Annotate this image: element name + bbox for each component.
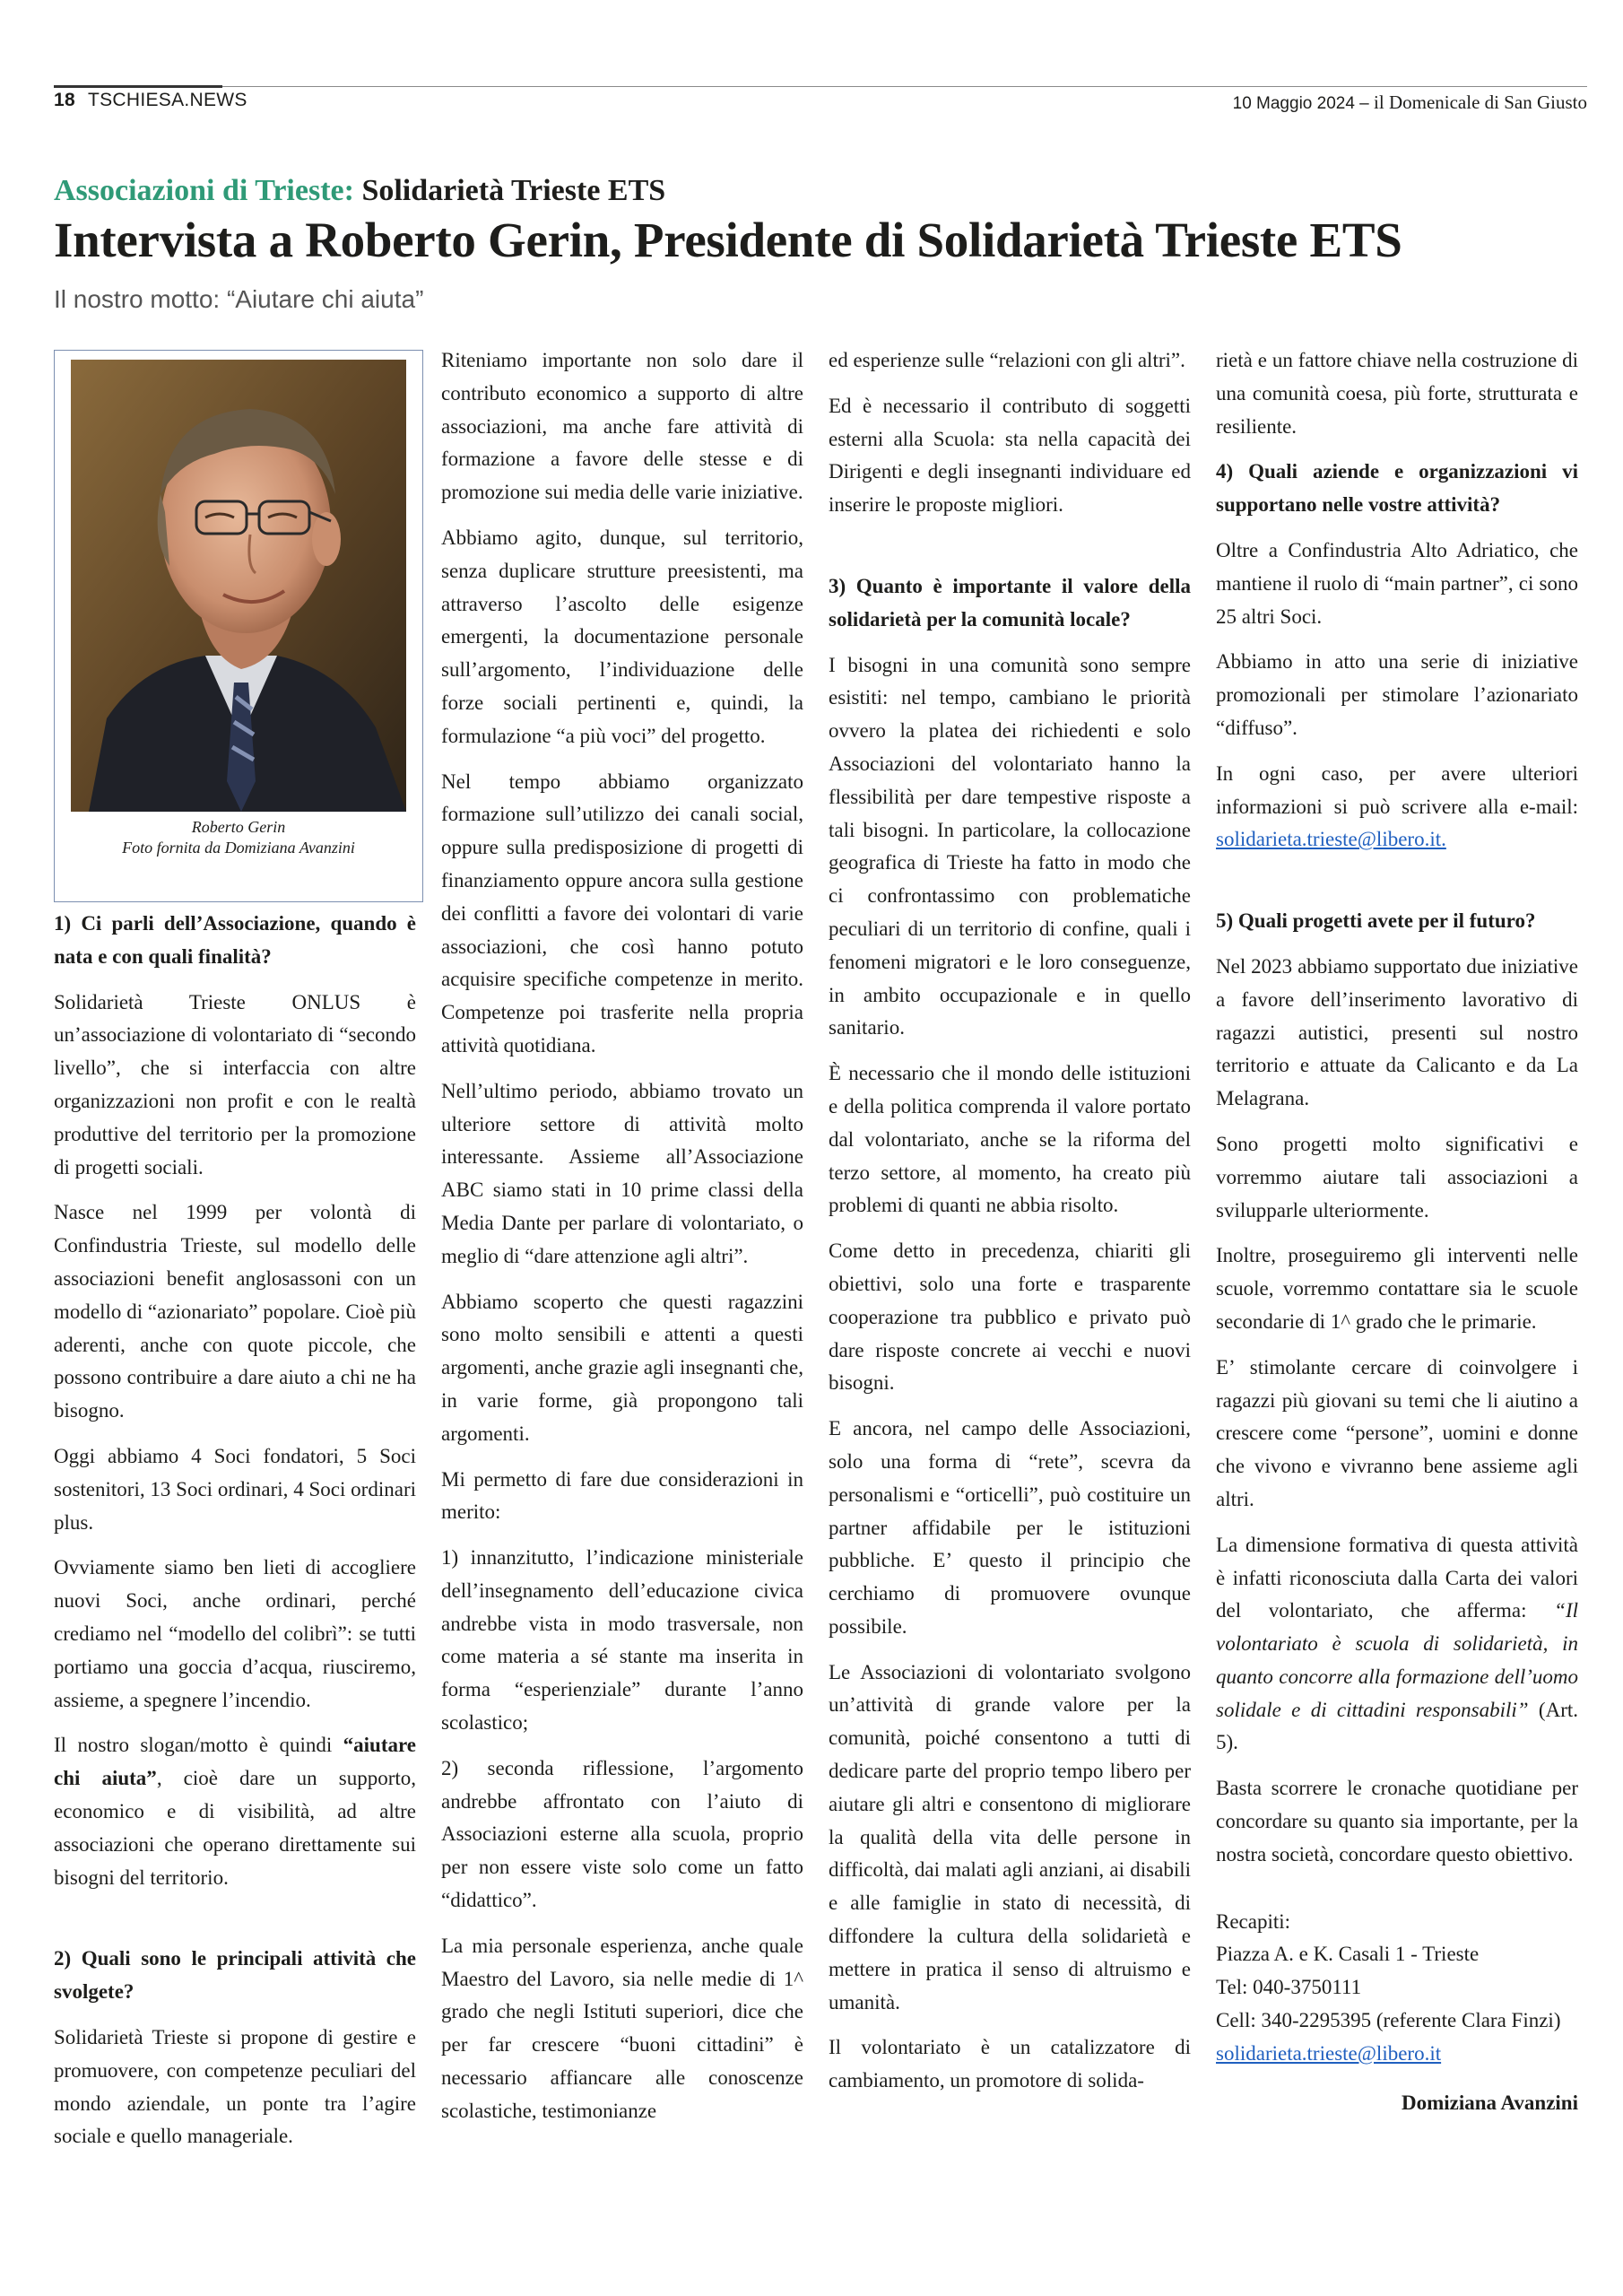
question-1: 1) Ci parli dell’Associazione, quando è nata e con quali finalità? bbox=[54, 912, 416, 968]
text-span: Il nostro slogan/motto è quindi bbox=[54, 1734, 343, 1757]
page-number: 18 bbox=[54, 90, 75, 110]
paragraph: Nell’ultimo periodo, abbiamo trovato un ulteriore settore di attività molto interessante. Assieme all’Associazione ABC siamo stati in 10 prime classi della Media Dante per parlare di volontariato, o meglio di “dare attenzione agli altri”. bbox=[441, 1079, 803, 1267]
paragraph: Basta scorrere le cronache quotidiane per concordare su quanto sia importante, per la nostra società, concordare questo obiettivo. bbox=[1216, 1777, 1578, 1866]
paragraph: Sono progetti molto significativi e vorremmo aiutare tali associazioni a svilupparle ulteriormente. bbox=[1216, 1132, 1578, 1222]
column-2 bbox=[441, 344, 803, 2141]
contacts-label: Recapiti: bbox=[1216, 1909, 1291, 1933]
paragraph: Abbiamo agito, dunque, sul territorio, senza duplicare strutture preesistenti, ma attraverso l’ascolto delle esigenze emergenti, la documentazione personale sull’argomento, l’individuazione delle forze sociali pertinenti e, quindi, la formulazione “a più voci” del progetto. bbox=[441, 526, 803, 747]
header-right bbox=[1233, 91, 1587, 114]
text-span: La dimensione formativa di questa attività è infatti riconosciuta dalla Carta dei valori del volontariato, che afferma: bbox=[1216, 1533, 1578, 1622]
paragraph: Ovviamente siamo ben lieti di accogliere nuovi Soci, anche ordinari, perché crediamo nel “modello del colibrì”: se tutti portiamo una goccia d’acqua, riusciremo, assieme, a spegnere l’incendio. bbox=[54, 1556, 416, 1711]
paragraph: 2) seconda riflessione, l’argomento andrebbe affrontato con l’aiuto di Associazioni esterne alla scuola, proprio per non essere viste solo come un fatto “didattico”. bbox=[441, 1756, 803, 1912]
article-kicker bbox=[54, 174, 665, 208]
question-2: 2) Quali sono le principali attività che svolgete? bbox=[54, 1947, 416, 2004]
paragraph: Oggi abbiamo 4 Soci fondatori, 5 Soci sostenitori, 13 Soci ordinari, 4 Soci ordinari plus. bbox=[54, 1444, 416, 1534]
paragraph: rietà e un fattore chiave nella costruzione di una comunità coesa, più forte, strutturata e resiliente. bbox=[1216, 349, 1578, 438]
paragraph bbox=[1216, 1529, 1578, 1761]
paragraph: I bisogni in una comunità sono sempre esistiti: nel tempo, cambiano le priorità ovvero la platea dei richiedenti e solo Associazioni del volontariato hanno la flessibilità per dare tempestive risposte a tali bisogni. In particolare, la collocazione geografica di Trieste ha fatto in modo che ci confrontassimo con problematiche peculiari di un territorio di confine, quali i fenomeni migratori e le loro conseguenze, in ambito occupazionale e in quello sanitario. bbox=[829, 653, 1191, 1039]
text-span: (Art. 5). bbox=[1216, 1698, 1578, 1754]
paragraph: È necessario che il mondo delle istituzioni e della politica comprenda il valore portato dal volontariato, anche se la riforma del terzo settore, al momento, ha creato più problemi di quanti ne abbia risolto. bbox=[829, 1062, 1191, 1217]
paragraph: 1) innanzitutto, l’indicazione ministeriale dell’insegnamento dell’educazione civica andrebbe vista in modo trasversale, non come materia a sé stante ma inserita in forma “esperienziale” durante l’anno scolastico; bbox=[441, 1546, 803, 1735]
page-header bbox=[54, 86, 1587, 113]
email-link[interactable]: solidarieta.trieste@libero.it. bbox=[1216, 828, 1446, 851]
paragraph bbox=[54, 1729, 416, 1894]
paragraph: Nel tempo abbiamo organizzato formazione sull’utilizzo dei canali social, oppure sulla predisposizione di progetti di finanziamento oppure ancora sulla gestione dei conflitti a favore dei volontari di varie associazioni, che così hanno potuto acquisire specifiche competenze in merito. Competenze poi trasferite nella propria attività quotidiana. bbox=[441, 770, 803, 1057]
header-rule bbox=[54, 86, 1587, 87]
paragraph: Ed è necessario il contributo di soggetti esterni alla Scuola: sta nella capacità dei Dirigenti e degli insegnanti individuare ed inserire le proposte migliori. bbox=[829, 394, 1191, 517]
text-span: , cioè dare un supporto, economico e di visibilità, ad altre associazioni che operano direttamente sui bisogni del territorio. bbox=[54, 1767, 416, 1889]
paragraph: Nasce nel 1999 per volontà di Confindustria Trieste, sul modello delle associazioni benefit anglosassoni con un modello di “azionariato” popolare. Cioè più aderenti, anche con quote piccole, che possono contribuire a dare aiuto a chi ne ha bisogno. bbox=[54, 1201, 416, 1422]
question-3: 3) Quanto è importante il valore della solidarietà per la comunità locale? bbox=[829, 574, 1191, 631]
paragraph: Abbiamo in atto una serie di iniziative promozionali per stimolare l’azionariato “diffuso”. bbox=[1216, 650, 1578, 739]
publication-name: il Domenicale di San Giusto bbox=[1374, 91, 1587, 113]
paragraph: La mia personale esperienza, anche quale Maestro del Lavoro, sia nelle medie di 1^ grado che negli Istituti superiori, dice che per far crescere “buoni cittadini” è necessario affiancare alle conoscenze scolastiche, testimonianze bbox=[441, 1934, 803, 2122]
kicker-category: Associazioni di Trieste: bbox=[54, 174, 354, 207]
column-4 bbox=[1216, 344, 1578, 2119]
charter-quote: “Il volontariato è scuola di solidarietà, in quanto concorre alla formazione dell’uomo solidale e di cittadini responsabili” bbox=[1216, 1599, 1578, 1721]
paragraph: Le Associazioni di volontariato svolgono un’attività di grande valore per la comunità, poiché consentono a tutti di dedicare parte del proprio tempo libero per aiutare gli altri e consentono di migliorare la qualità della vita delle persone in difficoltà, dai malati agli anziani, ai disabili e alle famiglie in stato di necessità, di diffondere la cultura della solidarietà e mettere in pratica il senso di altruismo e umanità. bbox=[829, 1660, 1191, 2013]
paragraph: Riteniamo importante non solo dare il contributo economico a supporto di altre associazioni, ma anche fare attività di formazione a favore delle stesse e di promozione sui media delle varie iniziative. bbox=[441, 349, 803, 504]
author-signature: Domiziana Avanzini bbox=[1401, 2091, 1578, 2114]
photo-caption bbox=[55, 817, 422, 858]
contacts-address: Piazza A. e K. Casali 1 - Trieste bbox=[1216, 1943, 1480, 1966]
photo-frame bbox=[54, 350, 423, 902]
text-span: In ogni caso, per avere ulteriori informazioni si può scrivere alla e-mail: bbox=[1216, 761, 1578, 818]
article-headline: Intervista a Roberto Gerin, Presidente di Solidarietà Trieste ETS bbox=[54, 213, 1402, 267]
contacts-cell: Cell: 340-2295395 (referente Clara Finzi) bbox=[1216, 2009, 1561, 2032]
paragraph: Solidarietà Trieste si propone di gestire e promuovere, con competenze peculiari del mondo aziendale, un ponte tra l’agire sociale e quello manageriale. bbox=[54, 2025, 416, 2148]
article-subheadline: Il nostro motto: “Aiutare chi aiuta” bbox=[54, 285, 424, 313]
paragraph: Abbiamo scoperto che questi ragazzini sono molto sensibili e attenti a questi argomenti, anche grazie agli insegnanti che, in varie forme, già propongono tali argomenti. bbox=[441, 1290, 803, 1445]
caption-name: Roberto Gerin bbox=[191, 818, 286, 836]
site-name: TSCHIESA.NEWS bbox=[87, 90, 247, 110]
paragraph: E’ stimolante cercare di coinvolgere i ragazzi più giovani su temi che li aiutino a crescere come “persone”, uomini e donne che vivono e vivranno bene assieme agli altri. bbox=[1216, 1355, 1578, 1510]
contacts-tel: Tel: 040-3750111 bbox=[1216, 1976, 1362, 1999]
paragraph: Solidarietà Trieste ONLUS è un’associazione di volontariato di “secondo livello”, che si interfaccia con altre organizzazioni non profit e con le realtà produttive del territorio per la promozione di progetti sociali. bbox=[54, 990, 416, 1178]
paragraph: ed esperienze sulle “relazioni con gli altri”. bbox=[829, 349, 1185, 371]
paragraph: Inoltre, proseguiremo gli interventi nelle scuole, vorremmo contattare sia le scuole secondarie di 1^ grado che le primarie. bbox=[1216, 1244, 1578, 1333]
header-rule-accent bbox=[54, 85, 222, 88]
paragraph: E ancora, nel campo delle Associazioni, solo una forma di “rete”, scevra da personalismi e “orticelli”, può costituire un partner affidabile per le istituzioni pubbliche. E’ questo il principio che cerchiamo di promuovere ovunque possibile. bbox=[829, 1417, 1191, 1638]
paragraph: Oltre a Confindustria Alto Adriatico, che mantiene il ruolo di “main partner”, ci sono 25 altri Soci. bbox=[1216, 538, 1578, 628]
question-5: 5) Quali progetti avete per il futuro? bbox=[1216, 909, 1536, 933]
paragraph: Il volontariato è un catalizzatore di cambiamento, un promotore di solida- bbox=[829, 2036, 1191, 2092]
header-separator: – bbox=[1354, 94, 1375, 113]
motto-bold: “aiutare chi aiuta” bbox=[54, 1734, 416, 1790]
contacts-block bbox=[1216, 1906, 1578, 2071]
paragraph: Nel 2023 abbiamo supportato due iniziative a favore dell’inserimento lavorativo di ragazzi autistici, presenti sul nostro territorio e attuate da Calicanto e da La Melagrana. bbox=[1216, 954, 1578, 1110]
column-3 bbox=[829, 344, 1191, 2110]
header-left bbox=[54, 90, 247, 111]
caption-credit: Foto fornita da Domiziana Avanzini bbox=[122, 839, 355, 857]
contacts-email-link[interactable]: solidarieta.trieste@libero.it bbox=[1216, 2041, 1442, 2065]
paragraph: Mi permetto di fare due considerazioni in merito: bbox=[441, 1467, 803, 1524]
question-4: 4) Quali aziende e organizzazioni vi supportano nelle vostre attività? bbox=[1216, 460, 1578, 517]
kicker-topic: Solidarietà Trieste ETS bbox=[361, 174, 666, 207]
paragraph bbox=[1216, 758, 1578, 857]
paragraph: Come detto in precedenza, chiariti gli obiettivi, solo una forte e trasparente cooperazione tra pubblico e privato può dare risposte concrete ai vecchi e nuovi bisogni. bbox=[829, 1239, 1191, 1395]
portrait-photo bbox=[71, 360, 406, 812]
issue-date: 10 Maggio 2024 bbox=[1232, 94, 1355, 113]
column-1 bbox=[54, 908, 416, 2166]
